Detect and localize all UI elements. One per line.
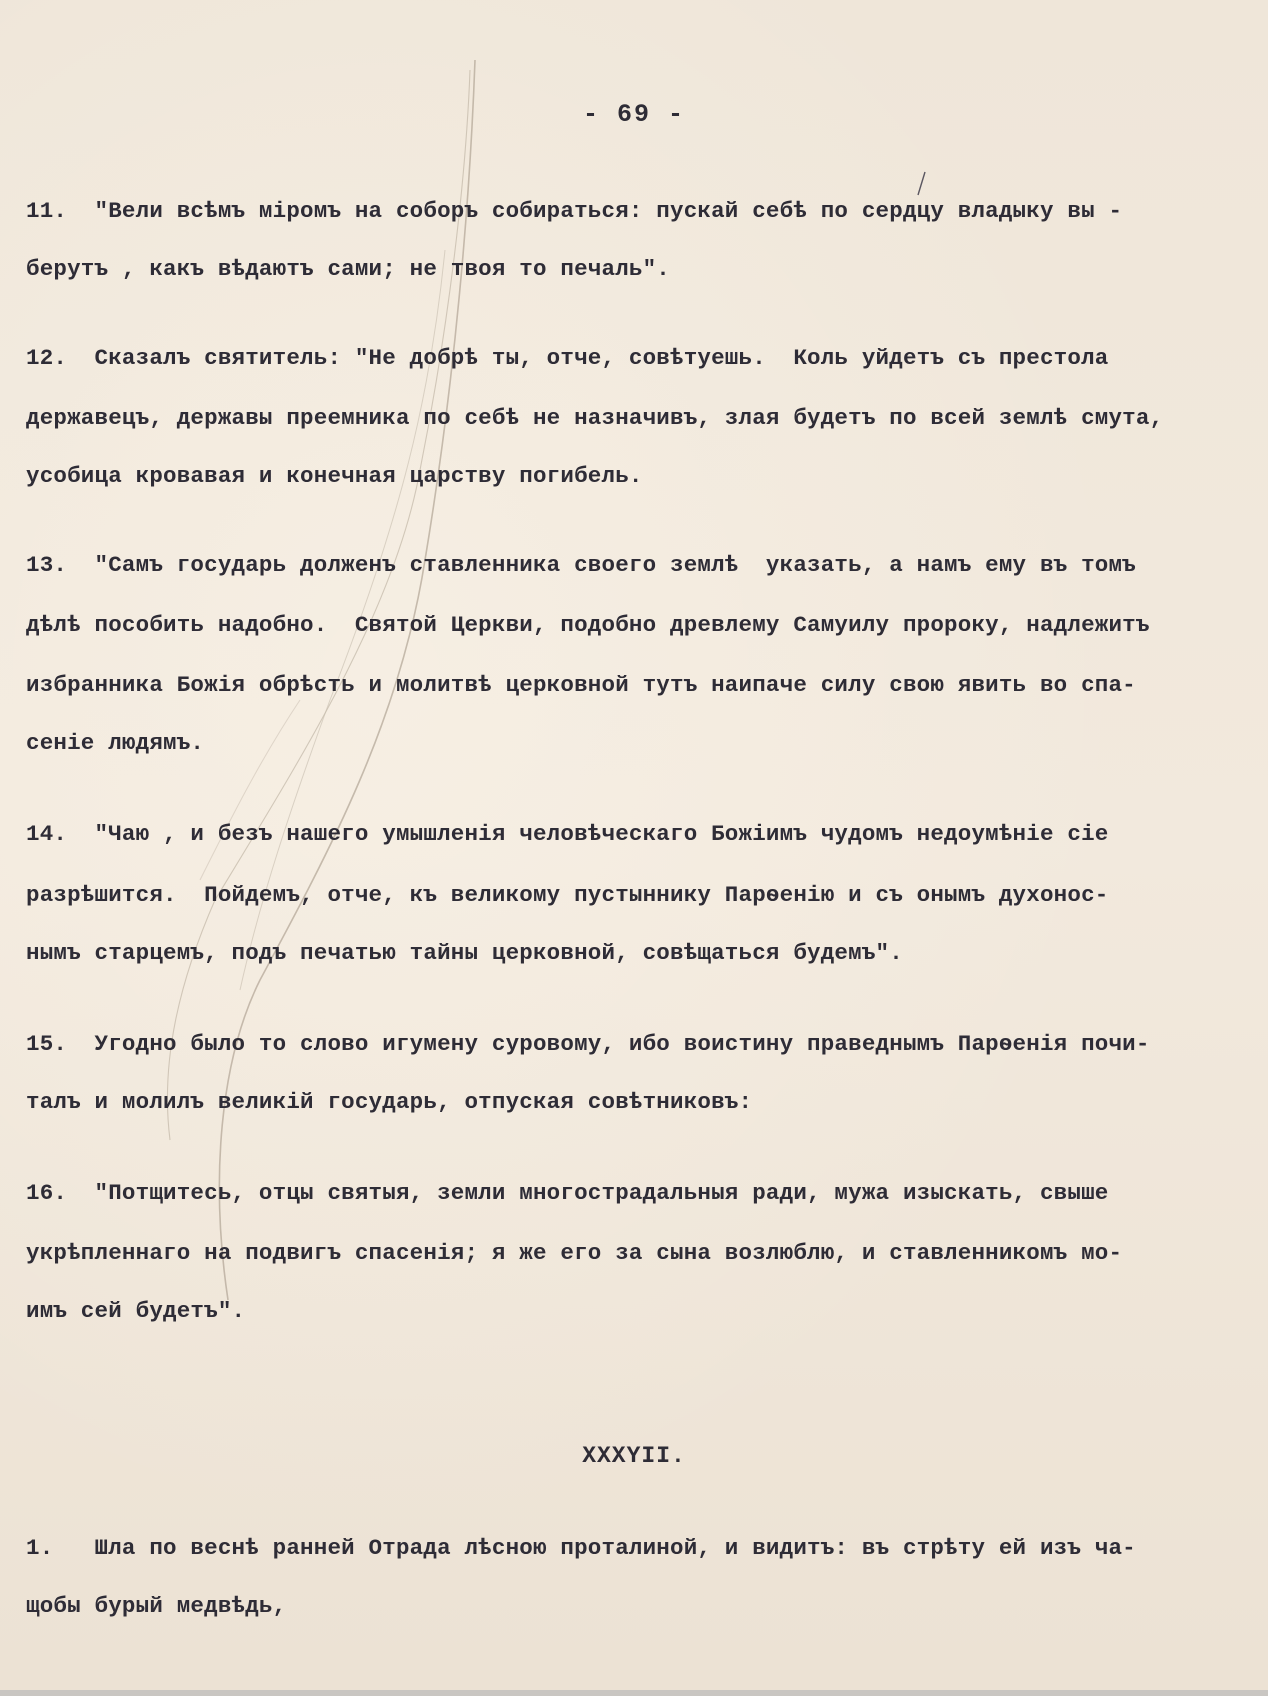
text-line: дѣлѣ пособить надобно. Святой Церкви, подобно древлему Самуилу пророку, надлежитъ: [26, 612, 1150, 638]
text-line: разрѣшится. Пойдемъ, отче, къ великому пустыннику Парѳенію и съ онымъ духонос-: [26, 882, 1109, 908]
text-line: талъ и молилъ великій государь, отпуская совѣтниковъ:: [26, 1089, 753, 1115]
text-line: нымъ старцемъ, подъ печатью тайны церковной, совѣщаться будемъ".: [26, 940, 903, 966]
text-line: 14. "Чаю , и безъ нашего умышленія человѣческаго Божіимъ чудомъ недоумѣніе сіе: [26, 821, 1109, 847]
text-line: берутъ , какъ вѣдаютъ сами; не твоя то печаль".: [26, 256, 671, 282]
text-line: имъ сей будетъ".: [26, 1298, 246, 1324]
text-line: 12. Сказалъ святитель: "Не добрѣ ты, отче, совѣтуешь. Коль уйдетъ съ престола: [26, 345, 1109, 371]
text-line: щобы бурый медвѣдь,: [26, 1593, 287, 1619]
text-line: 16. "Потщитесь, отцы святыя, земли многострадальныя ради, мужа изыскать, свыше: [26, 1180, 1109, 1206]
text-line: 13. "Самъ государь долженъ ставленника своего землѣ указать, а намъ ему въ томъ: [26, 552, 1136, 578]
scan-edge: [0, 1690, 1268, 1696]
text-line: 1. Шла по веснѣ ранней Отрада лѣсною проталиной, и видитъ: въ стрѣту ей изъ ча-: [26, 1535, 1136, 1561]
text-line: 15. Угодно было то слово игумену суровому, ибо воистину праведнымъ Парѳенія почи-: [26, 1031, 1150, 1057]
page-number: - 69 -: [582, 100, 685, 129]
text-line: усобица кровавая и конечная царству погибель.: [26, 463, 643, 489]
text-line: 11. "Вели всѣмъ міромъ на соборъ собираться: пускай себѣ по сердцу владыку вы -: [26, 198, 1123, 224]
text-line: укрѣпленнаго на подвигъ спасенія; я же его за сына возлюблю, и ставленникомъ мо-: [26, 1240, 1123, 1266]
text-line: избранника Божія обрѣсть и молитвѣ церковной тутъ наипаче силу свою явить во спа-: [26, 672, 1136, 698]
text-line: державецъ, державы преемника по себѣ не назначивъ, злая будетъ по всей землѣ смута,: [26, 405, 1164, 431]
chapter-heading: XXXYII.: [582, 1443, 686, 1469]
text-line: сеніе людямъ.: [26, 730, 205, 756]
